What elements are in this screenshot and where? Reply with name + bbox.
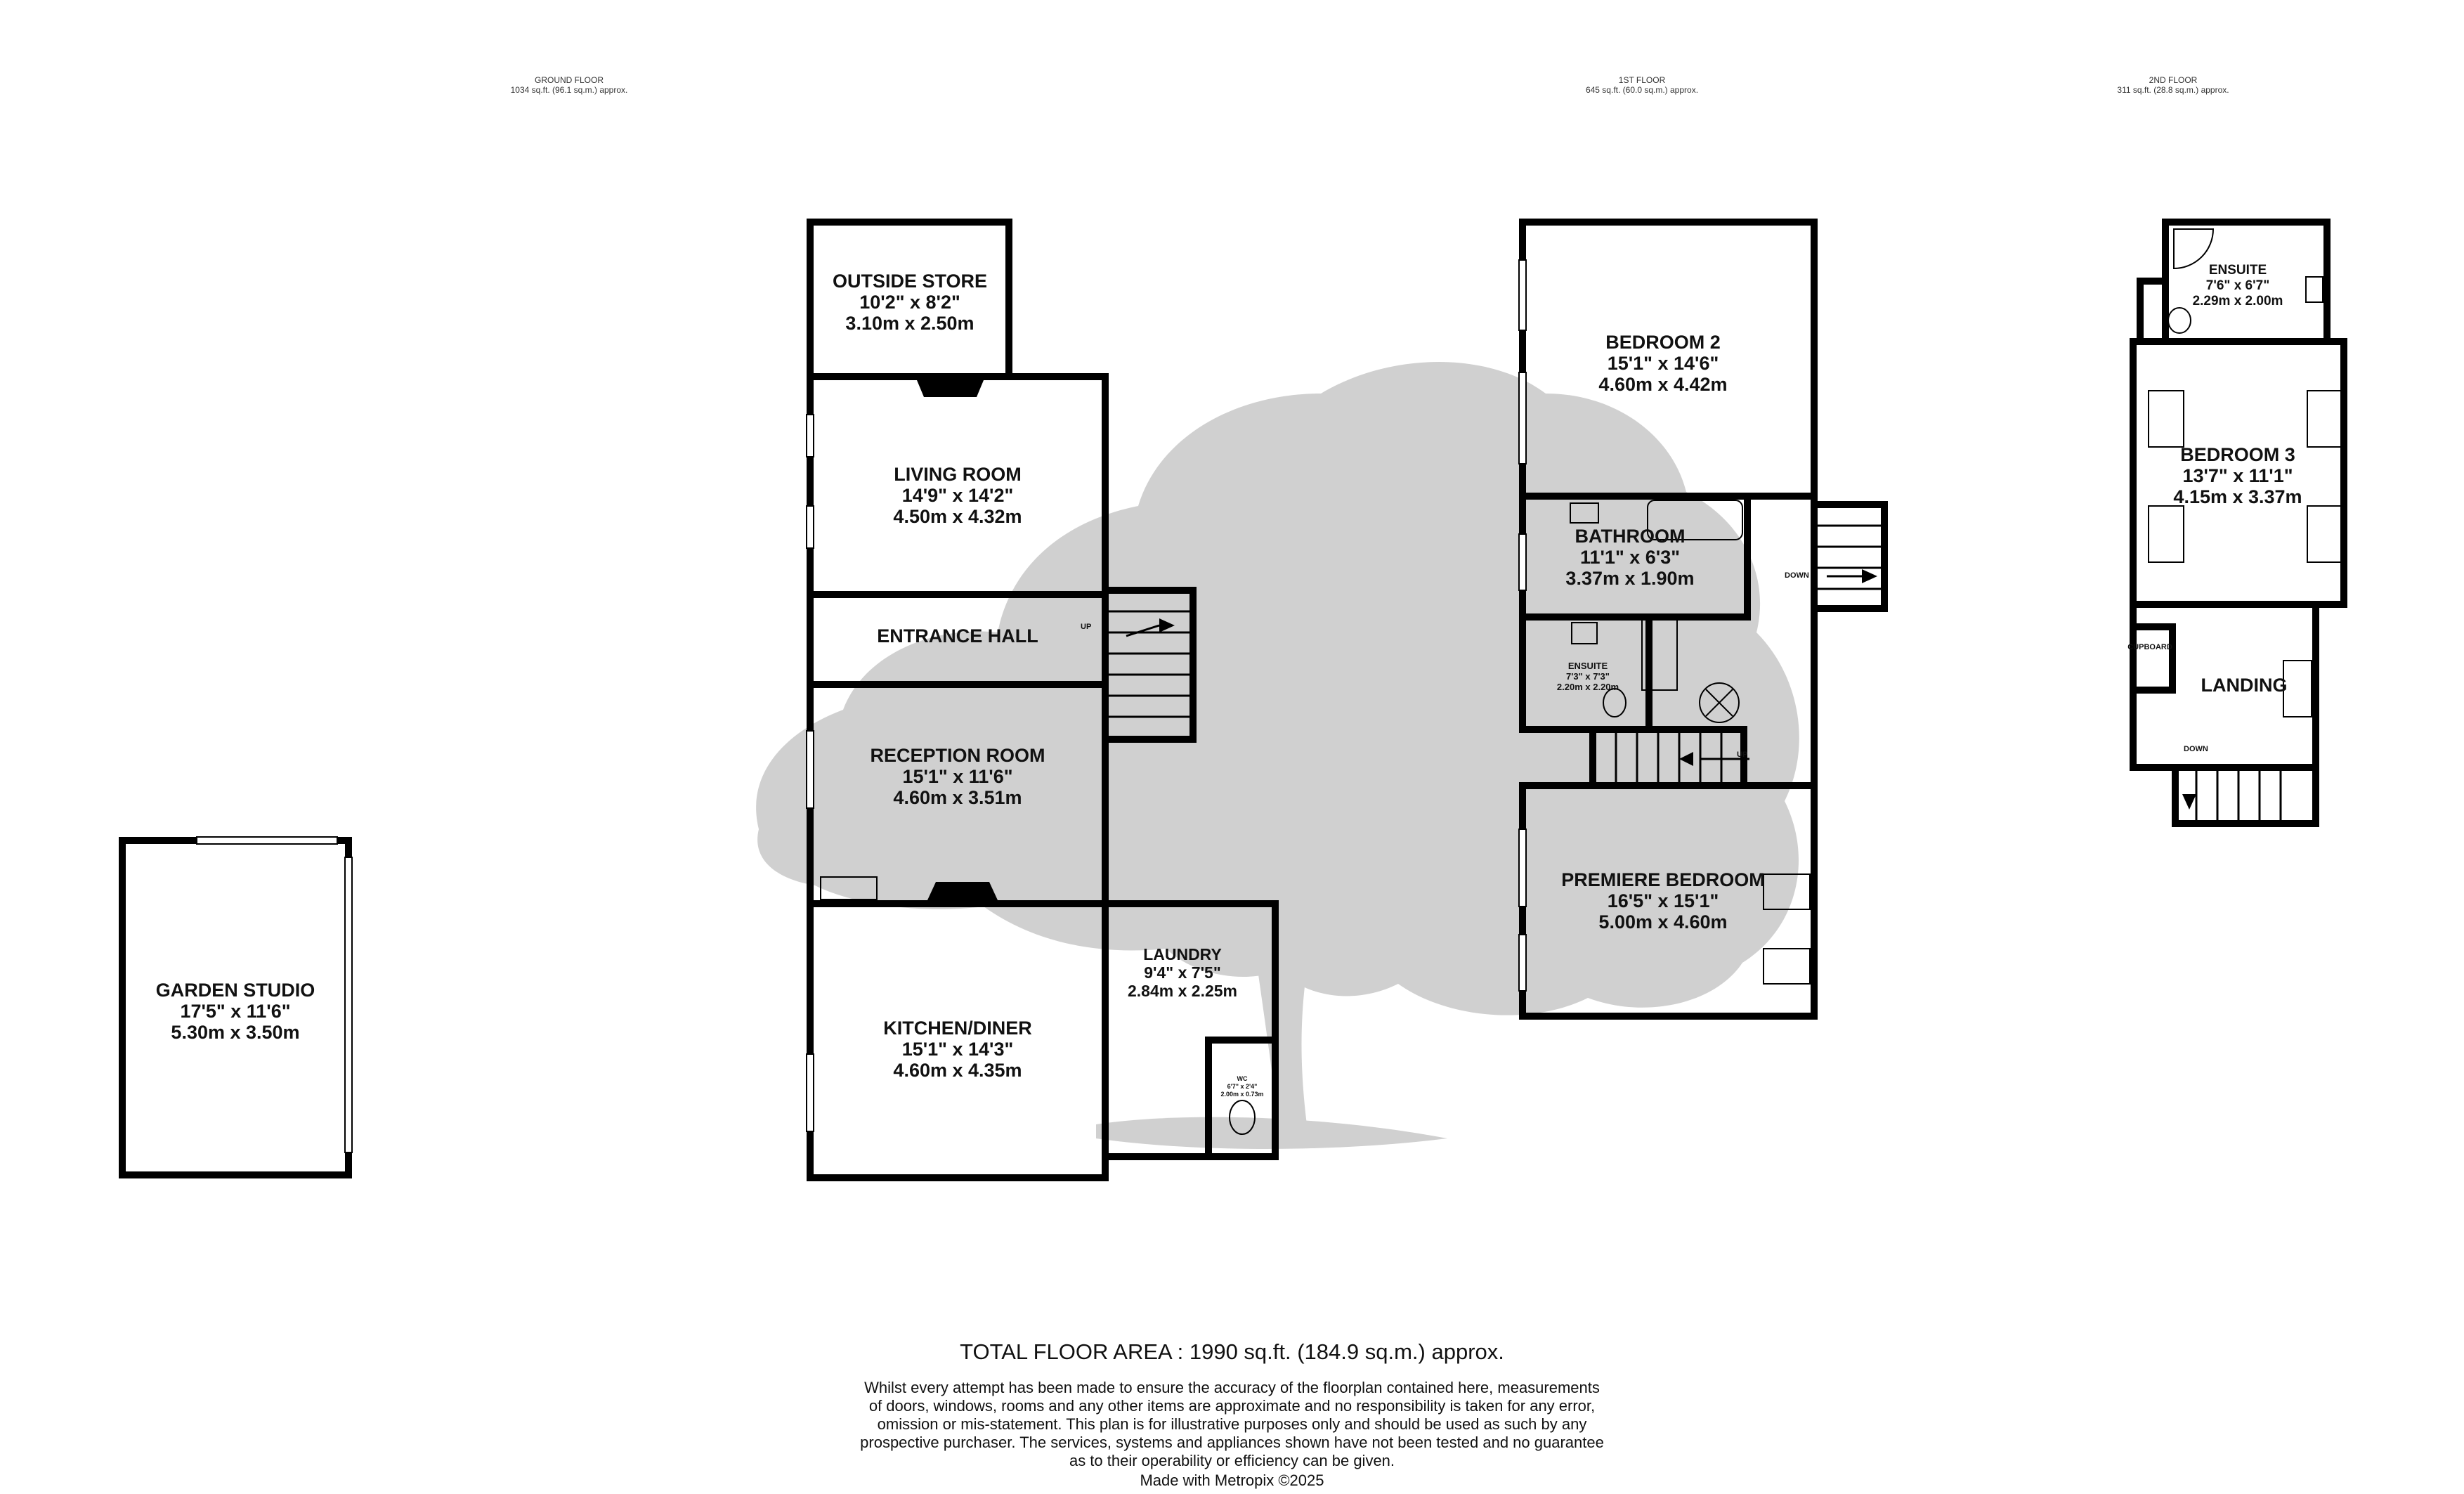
bedroom-2-label — [1598, 332, 1727, 395]
skylight — [2307, 506, 2342, 562]
room-metric: 3.10m x 2.50m — [845, 313, 974, 334]
window — [1519, 935, 1526, 991]
skylight — [1764, 949, 1810, 984]
room-metric: 4.60m x 4.35m — [893, 1060, 1022, 1081]
garden-studio-label — [156, 980, 315, 1043]
stair-up-tag: UP — [1081, 623, 1092, 631]
room-metric: 2.20m x 2.20m — [1556, 682, 1619, 692]
skylight — [2307, 391, 2342, 447]
room-name: BEDROOM 3 — [2180, 444, 2295, 465]
bedroom-3-label — [2173, 444, 2302, 507]
fireplace — [927, 882, 998, 900]
kitchen-diner-label — [883, 1018, 1032, 1081]
toilet-icon — [2168, 308, 2191, 333]
room-name: ENSUITE — [1567, 661, 1608, 671]
ensuite-first-label — [1557, 661, 1619, 692]
basin-icon — [2306, 277, 2323, 302]
second-stairs — [2196, 767, 2281, 824]
room-metric: 2.84m x 2.25m — [1127, 982, 1238, 1000]
laundry-label — [1128, 945, 1237, 1000]
room-metric: 5.00m x 4.60m — [1598, 911, 1728, 933]
credit: Made with Metropix ©2025 — [1140, 1472, 1324, 1489]
premiere-bedroom-label — [1561, 869, 1765, 933]
room-name: ENSUITE — [2208, 263, 2267, 278]
room-name: CUPBOARD — [2127, 643, 2172, 651]
second-floor-area: 311 sq.ft. (28.8 sq.m.) approx. — [2117, 85, 2229, 95]
room-metric: 2.00m x 0.73m — [1220, 1091, 1264, 1098]
room-imperial: 7'3" x 7'3" — [1566, 671, 1610, 682]
first-stair-down-walls — [1814, 505, 1884, 609]
room-name: LAUNDRY — [1143, 945, 1222, 963]
room-metric: 5.30m x 3.50m — [171, 1022, 300, 1043]
window — [197, 837, 337, 844]
window — [1519, 829, 1526, 907]
room-imperial: 7'6" x 6'7" — [2205, 278, 2270, 293]
room-metric: 4.15m x 3.37m — [2173, 486, 2302, 507]
entrance-hall-label — [877, 625, 1038, 647]
ensuite-second-annex-walls — [2140, 281, 2165, 342]
wc-label — [1220, 1075, 1263, 1098]
room-name: KITCHEN/DINER — [883, 1018, 1032, 1039]
room-metric: 4.60m x 4.42m — [1598, 374, 1728, 395]
disclaimer — [0, 1379, 2464, 1470]
room-name: LIVING ROOM — [894, 464, 1022, 485]
stair-down-tag: DOWN — [1785, 571, 1809, 580]
window — [807, 506, 814, 548]
stair-up-tag: UP — [1737, 751, 1748, 759]
skylight — [2149, 506, 2184, 562]
room-imperial: 16'5" x 15'1" — [1607, 890, 1719, 911]
stair-arrow-icon — [2182, 794, 2196, 810]
total-floor-area: TOTAL FLOOR AREA : 1990 sq.ft. (184.9 sq.m.) approx. — [960, 1339, 1504, 1364]
room-imperial: 11'1" x 6'3" — [1579, 547, 1681, 568]
skylight — [2283, 661, 2312, 717]
disclaimer-line: as to their operability or efficiency can be given. — [1069, 1452, 1395, 1469]
ground-floor-title: GROUND FLOOR — [534, 75, 604, 85]
room-name: OUTSIDE STORE — [832, 271, 988, 292]
disclaimer-line: prospective purchaser. The services, systems and appliances shown have not been tested and no guarantee — [860, 1434, 1604, 1451]
reception-room-label — [870, 745, 1045, 808]
room-imperial: 15'1" x 14'3" — [901, 1039, 1014, 1060]
room-name: ENTRANCE HALL — [877, 625, 1038, 647]
cupboard-label — [2127, 644, 2172, 651]
window — [1519, 534, 1526, 590]
window — [807, 415, 814, 457]
disclaimer-line: omission or mis-statement. This plan is for illustrative purposes only and should be used as such by any — [877, 1415, 1587, 1433]
room-name: BEDROOM 2 — [1605, 332, 1721, 353]
outside-store-label — [833, 271, 987, 334]
first-floor-title: 1ST FLOOR — [1618, 75, 1666, 85]
room-name: LANDING — [2201, 675, 2288, 696]
first-stairs-down — [1814, 526, 1884, 589]
ensuite-second-label — [2193, 263, 2283, 309]
room-imperial: 13'7" x 11'1" — [2182, 465, 2293, 486]
room-imperial: 15'1" x 14'6" — [1607, 353, 1719, 374]
window — [1519, 260, 1526, 330]
room-name: BATHROOM — [1575, 526, 1686, 547]
bathroom-label — [1565, 526, 1694, 589]
room-name: PREMIERE BEDROOM — [1561, 869, 1765, 890]
window — [807, 1054, 814, 1131]
window — [1519, 372, 1526, 464]
room-metric: 3.37m x 1.90m — [1565, 568, 1695, 589]
room-name: WC — [1237, 1075, 1248, 1082]
room-imperial: 6'7" x 2'4" — [1227, 1083, 1258, 1090]
room-imperial: 10'2" x 8'2" — [859, 292, 960, 313]
skylight — [2149, 391, 2184, 447]
window — [345, 857, 352, 1152]
room-metric: 2.29m x 2.00m — [2192, 294, 2283, 308]
second-floor-title: 2ND FLOOR — [2149, 75, 2198, 85]
room-imperial: 17'5" x 11'6" — [180, 1001, 291, 1022]
ground-floor-area: 1034 sq.ft. (96.1 sq.m.) approx. — [510, 85, 628, 95]
room-imperial: 14'9" x 14'2" — [901, 485, 1014, 506]
first-floor-area: 645 sq.ft. (60.0 sq.m.) approx. — [1585, 85, 1699, 95]
landing-label — [2201, 675, 2288, 696]
room-metric: 4.50m x 4.32m — [893, 506, 1022, 527]
room-imperial: 15'1" x 11'6" — [902, 766, 1013, 787]
room-name: GARDEN STUDIO — [155, 980, 315, 1001]
cupboard-walls — [2133, 627, 2172, 690]
stair-down-tag: DOWN — [2184, 745, 2208, 753]
disclaimer-line: Whilst every attempt has been made to ensure the accuracy of the floorplan contained here, measurements — [864, 1379, 1600, 1396]
stair-arrow-icon — [1862, 569, 1877, 583]
room-imperial: 9'4" x 7'5" — [1144, 963, 1221, 982]
window — [807, 731, 814, 808]
living-room-label — [893, 464, 1022, 527]
disclaimer-line: of doors, windows, rooms and any other items are approximate and no responsibility is taken for any error, — [868, 1397, 1596, 1415]
room-name: RECEPTION ROOM — [870, 745, 1045, 766]
room-metric: 4.60m x 3.51m — [893, 787, 1022, 808]
fireplace — [917, 380, 984, 397]
